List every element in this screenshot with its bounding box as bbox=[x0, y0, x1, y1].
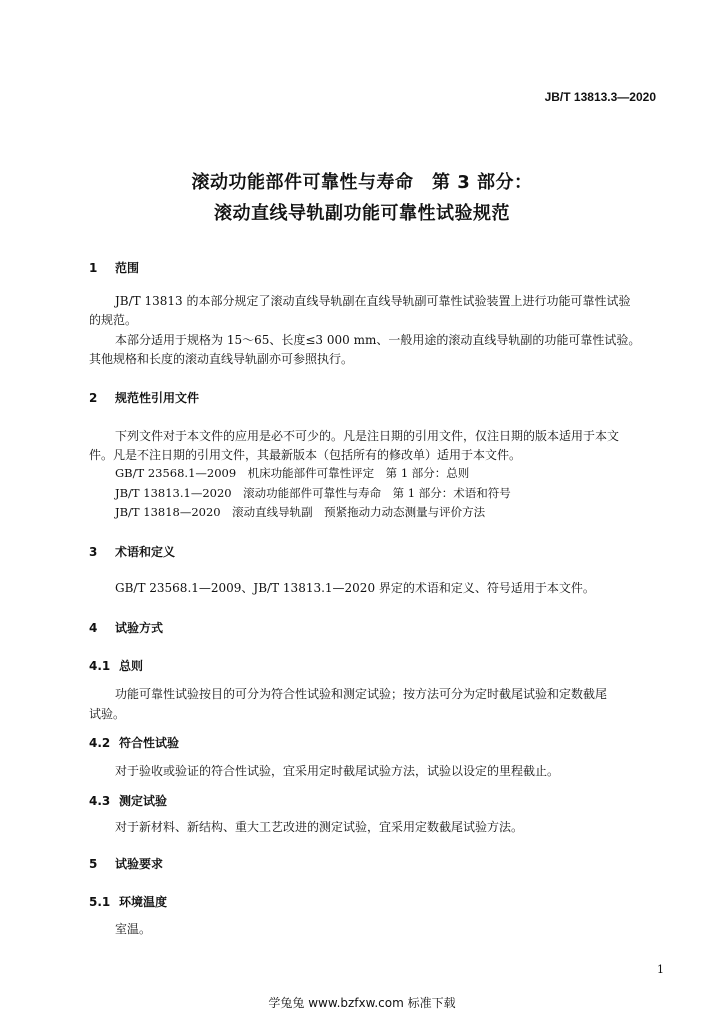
subsection-title: 环境温度 bbox=[119, 895, 168, 909]
subsection-number: 4.2 bbox=[89, 736, 111, 750]
references-paragraph-line-2: 件。凡是不注日期的引用文件，其最新版本（包括所有的修改单）适用于本文件。 bbox=[89, 448, 522, 462]
section-title: 范围 bbox=[115, 261, 140, 275]
subsection-title: 测定试验 bbox=[119, 794, 168, 808]
document-title-line-2: 滚动直线导轨副功能可靠性试验规范 bbox=[214, 203, 510, 224]
determination-test-paragraph: 对于新材料、新结构、重大工艺改进的测定试验，宜采用定数截尾试验方法。 bbox=[115, 820, 524, 834]
section-heading-test-requirements bbox=[89, 855, 163, 872]
subsection-heading-determination-test bbox=[89, 792, 167, 809]
section-title: 试验要求 bbox=[115, 857, 164, 871]
section-title: 术语和定义 bbox=[115, 545, 176, 559]
subsection-number: 4.1 bbox=[89, 659, 111, 673]
subsection-title: 符合性试验 bbox=[119, 736, 180, 750]
standard-number: JB/T 13813.3—2020 bbox=[544, 90, 656, 104]
document-title-line-1: 滚动功能部件可靠性与寿命 第 3 部分： bbox=[191, 172, 533, 193]
section-heading-scope bbox=[89, 259, 139, 276]
conformity-test-paragraph: 对于验收或验证的符合性试验，宜采用定时截尾试验方法，试验以设定的里程截止。 bbox=[115, 764, 560, 778]
section-heading-test-modes bbox=[89, 619, 163, 636]
subsection-heading-ambient-temperature bbox=[89, 893, 167, 910]
subsection-heading-general bbox=[89, 657, 143, 674]
section-heading-terms bbox=[89, 543, 175, 560]
subsection-heading-conformity-test bbox=[89, 734, 179, 751]
reference-item: JB/T 13818—2020 滚动直线导轨副 预紧拖动力动态测量与评价方法 bbox=[115, 505, 486, 519]
section-number: 5 bbox=[89, 857, 98, 871]
terms-paragraph: GB/T 23568.1—2009、JB/T 13813.1—2020 界定的术语和定义、符号适用于本文件。 bbox=[115, 581, 595, 595]
general-paragraph-line-1: 功能可靠性试验按目的可分为符合性试验和测定试验；按方法可分为定时截尾试验和定数截尾 bbox=[115, 687, 608, 701]
scope-paragraph-2-line-1: 本部分适用于规格为 15～65、长度≤3 000 mm、一般用途的滚动直线导轨副的功能可靠性试验。 bbox=[115, 333, 641, 347]
scope-paragraph-2-line-2: 其他规格和长度的滚动直线导轨副亦可参照执行。 bbox=[89, 352, 354, 366]
download-watermark-footer: 学兔兔 www.bzfxw.com 标准下载 bbox=[268, 996, 456, 1010]
subsection-number: 4.3 bbox=[89, 794, 111, 808]
section-number: 3 bbox=[89, 545, 98, 559]
references-paragraph-line-1: 下列文件对于本文件的应用是必不可少的。凡是注日期的引用文件，仅注日期的版本适用于本文 bbox=[115, 429, 620, 443]
section-heading-normative-references bbox=[89, 389, 199, 406]
section-title: 试验方式 bbox=[115, 621, 164, 635]
scope-paragraph-1-line-2: 的规范。 bbox=[89, 313, 138, 327]
section-number: 1 bbox=[89, 261, 98, 275]
general-paragraph-line-2: 试验。 bbox=[89, 707, 126, 721]
reference-item: JB/T 13813.1—2020 滚动功能部件可靠性与寿命 第 1 部分：术语和符号 bbox=[115, 486, 511, 500]
subsection-title: 总则 bbox=[119, 659, 144, 673]
scope-paragraph-1-line-1: JB/T 13813 的本部分规定了滚动直线导轨副在直线导轨副可靠性试验装置上进行功能可靠性试验 bbox=[115, 294, 631, 308]
subsection-number: 5.1 bbox=[89, 895, 111, 909]
section-number: 2 bbox=[89, 391, 98, 405]
section-title: 规范性引用文件 bbox=[115, 391, 200, 405]
reference-item: GB/T 23568.1—2009 机床功能部件可靠性评定 第 1 部分：总则 bbox=[115, 466, 470, 480]
ambient-temperature-paragraph: 室温。 bbox=[115, 922, 152, 936]
section-number: 4 bbox=[89, 621, 98, 635]
page-number: 1 bbox=[657, 963, 664, 976]
